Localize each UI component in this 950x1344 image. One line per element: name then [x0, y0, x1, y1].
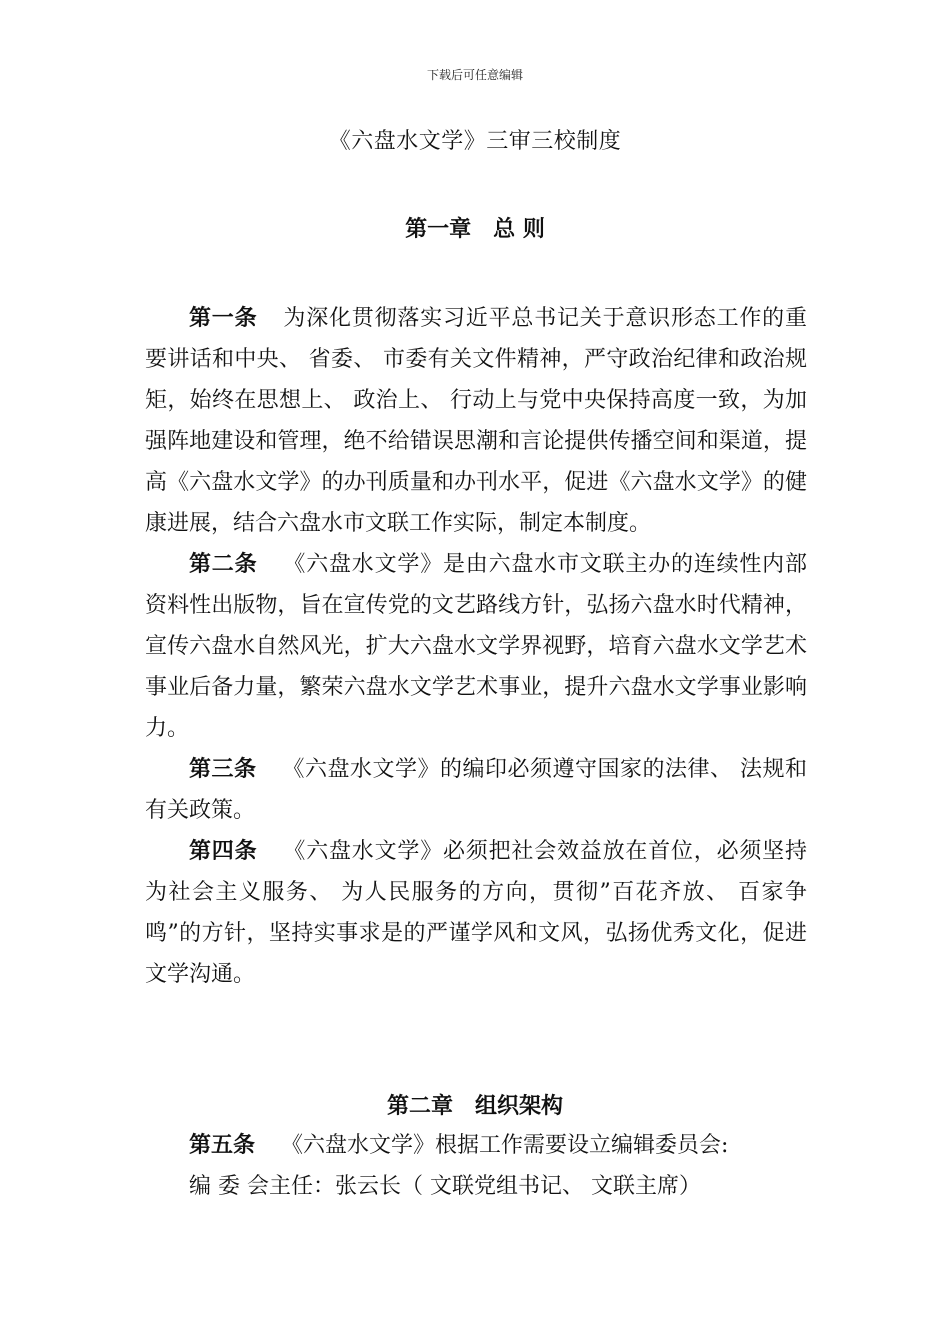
article-label: 第三条	[189, 756, 257, 782]
chapter-1-heading	[0, 212, 950, 243]
chapter-2-name: 组织架构	[475, 1093, 564, 1119]
article-3	[145, 749, 807, 831]
chapter-1-body	[145, 298, 807, 995]
chapter-1-name: 总 则	[493, 216, 545, 242]
article-label: 第一条	[189, 305, 258, 331]
header-note: 下载后可任意编辑	[426, 68, 523, 82]
article-label: 第四条	[189, 838, 258, 864]
document-title: 《六盘水文学》三审三校制度	[328, 129, 622, 154]
article-text: 《六盘水文学》是由六盘水市文联主办的连续性内部资料性出版物，旨在宣传党的文艺路线方针，弘扬六盘水时代精神，宣传六盘水自然风光，扩大六盘水文学界视野，培育六盘水文学艺术事业后备力量，繁荣六盘水文学艺术事业，提升六盘水文学事业影响力。	[145, 552, 807, 741]
article-label: 第五条	[189, 1132, 256, 1158]
chapter-2-body	[145, 1125, 807, 1207]
article-text: 《六盘水文学》根据工作需要设立编辑委员会:	[281, 1133, 729, 1158]
article-label: 第二条	[189, 551, 258, 577]
article-1	[145, 298, 807, 544]
article-4	[145, 831, 807, 995]
chapter-1-number: 第一章	[405, 216, 472, 242]
chapter-2-heading	[0, 1089, 950, 1120]
chapter-2-number: 第二章	[386, 1093, 453, 1119]
article-text: 《六盘水文学》必须把社会效益放在首位，必须坚持为社会主义服务、 为人民服务的方向，贯彻”百花齐放、 百家争鸣”的方针，坚持实事求是的严谨学风和文风，弘扬优秀文化，促进文学沟通。	[145, 839, 807, 987]
article-5	[145, 1125, 807, 1166]
article-2	[145, 544, 807, 749]
article-text: 为深化贯彻落实习近平总书记关于意识形态工作的重要讲话和中央、 省委、 市委有关文件精神，严守政治纪律和政治规矩，始终在思想上、 政治上、 行动上与党中央保持高度一致，为加强阵地建设和管理，绝不给错误思潮和言论提供传播空间和渠道，提高《六盘水文学》的办刊质量和办刊水平，促进《六盘水文学》的健康进展，结合六盘水市文联工作实际，制定本制度。	[145, 306, 807, 536]
article-text: 《六盘水文学》的编印必须遵守国家的法律、 法规和有关政策。	[145, 757, 807, 823]
committee-line: 编 委 会主任：张云长（ 文联党组书记、 文联主席）	[189, 1174, 701, 1199]
